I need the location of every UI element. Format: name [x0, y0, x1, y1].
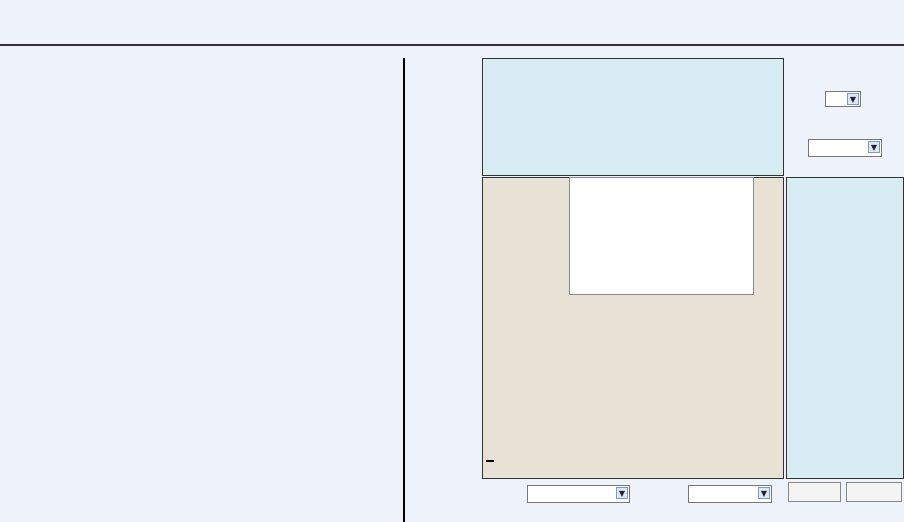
chevron-down-icon: ▼ [868, 141, 880, 153]
annotation-note [569, 177, 754, 295]
vertical-profile-right[interactable] [786, 177, 904, 479]
podklad-select[interactable] [808, 139, 882, 157]
profile-right-image [787, 178, 903, 478]
header-divider [0, 44, 904, 46]
chevron-down-icon: ▼ [616, 487, 628, 499]
chevron-down-icon: ▼ [847, 93, 859, 105]
zoom-select[interactable] [825, 91, 861, 107]
vertical-profile-top[interactable] [482, 58, 784, 176]
radar-select[interactable] [527, 485, 630, 503]
blesky-select[interactable] [688, 485, 772, 503]
minus-10-min-button[interactable] [788, 482, 841, 502]
plus-10-min-button[interactable] [846, 482, 902, 502]
profile-top-image [483, 59, 783, 175]
column-divider [403, 58, 405, 522]
chevron-down-icon: ▼ [758, 487, 770, 499]
map-timestamp [486, 460, 494, 462]
